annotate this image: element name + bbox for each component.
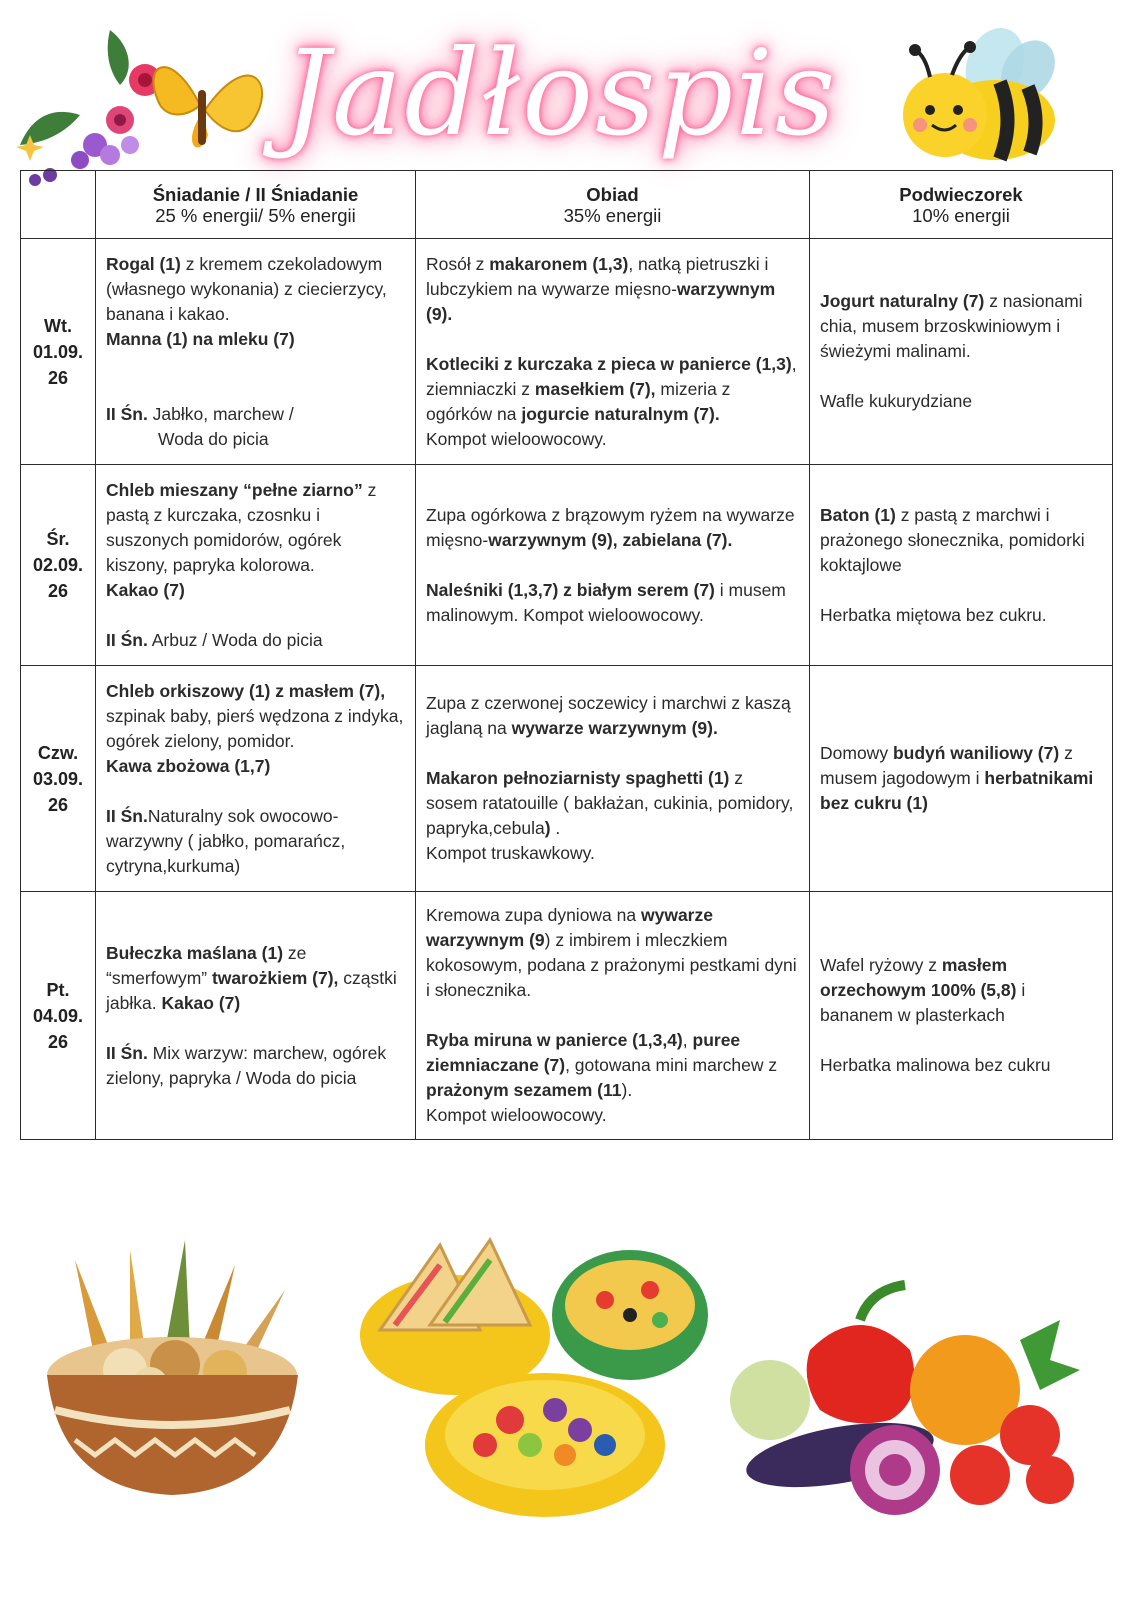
lunch-paragraph xyxy=(426,766,799,841)
paragraph-gap xyxy=(106,779,405,804)
text: z sosem ratatouille ( bakłażan, cukinia, pomidory, papryka,cebula xyxy=(426,768,794,838)
breakfast-paragraph xyxy=(106,327,405,352)
bold-text: makaronem (1,3) xyxy=(489,253,629,274)
bold-text: twarożkiem (7), xyxy=(211,967,339,988)
breakfast-paragraph xyxy=(106,478,405,578)
text: , gotowana mini marchew z xyxy=(565,1055,778,1075)
day-row xyxy=(21,465,1113,666)
day-day: Wt. xyxy=(44,315,72,336)
text: , ziemniaczki z xyxy=(426,353,797,399)
snack-paragraph xyxy=(820,603,1102,628)
bold-text: Ryba miruna w panierce (1,3,4) xyxy=(426,1030,683,1050)
header-snack-name: Podwieczorek xyxy=(899,183,1023,205)
bold-text: Manna (1) na mleku (7) xyxy=(106,328,295,349)
header-snack xyxy=(810,171,1113,239)
breakfast-paragraph xyxy=(106,804,405,879)
snack-cell xyxy=(810,666,1113,892)
text: Zupa ogórkowa z brązowym ryżem na wywarze mięsno- xyxy=(426,504,795,550)
text: Naturalny sok owocowo-warzywny ( jabłko, pomarańcz, cytryna,kurkuma) xyxy=(106,805,346,876)
lunch-paragraph xyxy=(426,252,799,327)
paragraph-gap xyxy=(820,578,1102,603)
day-label-cell xyxy=(21,465,96,666)
breakfast-paragraph xyxy=(106,628,405,653)
snack-paragraph xyxy=(820,389,1102,414)
lunch-paragraph xyxy=(426,903,799,1003)
lunch-paragraph xyxy=(426,1028,799,1103)
menu-table xyxy=(20,170,1113,1140)
paragraph-gap xyxy=(426,1003,799,1028)
text: z kremem czekoladowym (własnego wykonania) z ciecierzycy, banana i kakao. xyxy=(106,253,387,324)
lunch-paragraph xyxy=(426,578,799,628)
day-date1: 04.09. xyxy=(32,1005,84,1026)
breakfast-paragraph xyxy=(106,754,405,779)
paragraph-gap xyxy=(426,327,799,352)
grain-bowl-illustration xyxy=(35,1240,310,1500)
breakfast-cell xyxy=(96,239,416,465)
text: ze “smerfowym” xyxy=(106,942,307,988)
lunch-paragraph xyxy=(426,503,799,553)
bold-text: ) xyxy=(544,818,551,838)
bee-illustration xyxy=(890,25,1065,165)
bold-text: Makaron pełnoziarnisty spaghetti (1) xyxy=(426,768,730,788)
lunch-paragraph xyxy=(426,691,799,741)
text: Wafel ryżowy z xyxy=(820,955,942,975)
day-date1: 03.09. xyxy=(32,768,84,789)
breakfast-paragraph xyxy=(106,402,405,427)
bold-text: herbatnikami bez cukru (1) xyxy=(820,768,1094,813)
bold-text: Baton (1) xyxy=(820,504,896,525)
day-date2: 26 xyxy=(47,367,69,388)
text: Rosół z xyxy=(426,253,490,274)
paragraph-gap xyxy=(106,603,405,628)
bold-text: Kawa zbożowa (1,7) xyxy=(106,755,271,776)
text: z pastą z marchwi i prażonego słonecznika, pomidorki koktajlowe xyxy=(820,504,1085,575)
text: Herbatka malinowa bez cukru xyxy=(820,1055,1051,1075)
day-row xyxy=(21,239,1113,465)
day-day: Śr. xyxy=(46,529,70,549)
bold-text: jogurcie naturalnym (7). xyxy=(521,403,720,424)
bold-text: II Śn. xyxy=(106,629,148,650)
text: Zupa z czerwonej soczewicy i marchwi z kaszą jaglaną na xyxy=(426,693,791,738)
snack-paragraph xyxy=(820,953,1102,1028)
text: i bananem w plasterkach xyxy=(820,980,1026,1025)
breakfast-paragraph xyxy=(106,1041,405,1091)
bold-text: II Śn. xyxy=(106,805,148,826)
text: Domowy xyxy=(820,743,893,763)
page-title: Jadłospis xyxy=(282,24,838,162)
bold-text: warzywnym (9), zabielana (7). xyxy=(488,529,733,550)
header-snack-energy: 10% energii xyxy=(912,204,1010,226)
text: Woda do picia xyxy=(158,428,269,449)
corner-cell xyxy=(21,171,96,239)
text: z pastą z kurczaka, czosnku i suszonych pomidorów, ogórek kiszony, papryka kolorowa. xyxy=(106,479,377,575)
day-label-cell xyxy=(21,666,96,892)
lunch-cell xyxy=(416,666,810,892)
text: Kompot wieloowocowy. xyxy=(426,428,607,449)
breakfast-cell xyxy=(96,666,416,892)
text: Kompot wieloowocowy. xyxy=(426,1105,607,1125)
day-date1: 01.09. xyxy=(32,341,84,362)
vegetables-illustration xyxy=(730,1280,1090,1520)
day-date2: 26 xyxy=(47,581,69,601)
text: mizeria z ogórków na xyxy=(426,378,731,424)
breakfast-cell xyxy=(96,892,416,1140)
bold-text: prażonym sezamem (11 xyxy=(426,1080,622,1100)
bold-text: II Śn. xyxy=(106,1042,148,1063)
day-label-cell xyxy=(21,239,96,465)
text: Kremowa zupa dyniowa na xyxy=(426,905,641,925)
bold-text: puree ziemniaczane (7) xyxy=(426,1030,741,1075)
day-day: Czw. xyxy=(37,742,79,763)
header-breakfast-energy: 25 % energii/ 5% energii xyxy=(155,204,356,226)
text: szpinak baby, pierś wędzona z indyka, ogórek zielony, pomidor. xyxy=(106,705,404,751)
lunch-paragraph xyxy=(426,1103,799,1128)
text: ). xyxy=(621,1080,633,1100)
header-breakfast-name: Śniadanie / II Śniadanie xyxy=(152,183,359,205)
snack-paragraph xyxy=(820,1053,1102,1078)
paragraph-gap xyxy=(106,1016,405,1041)
bold-text: Kotleciki z kurczaka z pieca w panierce (1,3) xyxy=(426,353,792,374)
paragraph-gap xyxy=(820,1028,1102,1053)
sandwich-salad-fruit-illustration xyxy=(360,1230,720,1520)
bold-text: masłem orzechowym 100% (5,8) xyxy=(820,955,1017,1000)
text: cząstki jabłka. xyxy=(106,967,397,1013)
text: , xyxy=(682,1030,693,1050)
breakfast-paragraph xyxy=(106,427,405,452)
lunch-paragraph xyxy=(426,352,799,427)
bold-text: Kakao (7) xyxy=(161,992,241,1013)
bold-text: Kakao (7) xyxy=(106,579,185,600)
bold-text: II Śn. xyxy=(106,403,148,424)
text: i musem malinowym. Kompot wieloowocowy. xyxy=(426,579,786,625)
bold-text: wywarze warzywnym (9). xyxy=(511,718,718,738)
lunch-paragraph xyxy=(426,427,799,452)
lunch-cell xyxy=(416,465,810,666)
bold-text: warzywnym (9). xyxy=(426,278,776,324)
header-row xyxy=(21,171,1113,239)
bold-text: Chleb orkiszowy (1) z masłem (7), xyxy=(106,680,386,701)
bold-text: Bułeczka maślana (1) xyxy=(106,942,284,963)
paragraph-gap xyxy=(106,377,405,402)
breakfast-paragraph xyxy=(106,578,405,603)
lunch-cell xyxy=(416,892,810,1140)
day-date2: 26 xyxy=(47,1031,69,1052)
paragraph-gap xyxy=(106,352,405,377)
bold-text: Rogal (1) xyxy=(106,253,181,274)
breakfast-paragraph xyxy=(106,679,405,754)
snack-cell xyxy=(810,892,1113,1140)
bold-text: masełkiem (7), xyxy=(534,378,656,399)
day-date2: 26 xyxy=(47,794,69,815)
text: z musem jagodowym i xyxy=(820,743,1073,788)
text: Jabłko, marchew / xyxy=(147,403,294,424)
text: Kompot truskawkowy. xyxy=(426,843,595,863)
header-lunch-energy: 35% energii xyxy=(563,204,662,226)
bold-text: Jogurt naturalny (7) xyxy=(820,291,985,311)
snack-paragraph xyxy=(820,741,1102,816)
lunch-paragraph xyxy=(426,841,799,866)
bold-text: Naleśniki (1,3,7) z białym serem (7) xyxy=(426,579,715,600)
text: Mix warzyw: marchew, ogórek zielony, papryka / Woda do picia xyxy=(106,1042,387,1088)
paragraph-gap xyxy=(820,364,1102,389)
snack-cell xyxy=(810,239,1113,465)
day-day: Pt. xyxy=(46,979,70,1000)
text: z nasionami chia, musem brzoskwiniowym i świeżymi malinami. xyxy=(820,291,1083,361)
header-breakfast xyxy=(96,171,416,239)
breakfast-paragraph xyxy=(106,252,405,327)
snack-paragraph xyxy=(820,289,1102,364)
text: . xyxy=(550,818,561,838)
butterfly-icon xyxy=(154,67,263,147)
bold-text: Chleb mieszany “pełne ziarno” xyxy=(106,479,363,500)
text: Wafle kukurydziane xyxy=(820,391,973,411)
breakfast-paragraph xyxy=(106,941,405,1016)
paragraph-gap xyxy=(426,553,799,578)
text: Arbuz / Woda do picia xyxy=(147,629,323,650)
bold-text: budyń waniliowy (7) xyxy=(892,743,1060,763)
header-lunch-name: Obiad xyxy=(586,183,639,205)
snack-cell xyxy=(810,465,1113,666)
day-label-cell xyxy=(21,892,96,1140)
text: ) z imbirem i mleczkiem kokosowym, podana z prażonymi pestkami dyni i słonecznika. xyxy=(426,930,797,1000)
header-lunch xyxy=(416,171,810,239)
breakfast-cell xyxy=(96,465,416,666)
lunch-cell xyxy=(416,239,810,465)
day-row xyxy=(21,666,1113,892)
text: , natką pietruszki i lubczykiem na wywarze mięsno- xyxy=(426,253,769,299)
bold-text: wywarze warzywnym (9 xyxy=(426,905,713,950)
snack-paragraph xyxy=(820,503,1102,578)
day-row xyxy=(21,892,1113,1140)
paragraph-gap xyxy=(426,741,799,766)
day-date1: 02.09. xyxy=(32,555,84,575)
text: Herbatka miętowa bez cukru. xyxy=(820,604,1047,625)
